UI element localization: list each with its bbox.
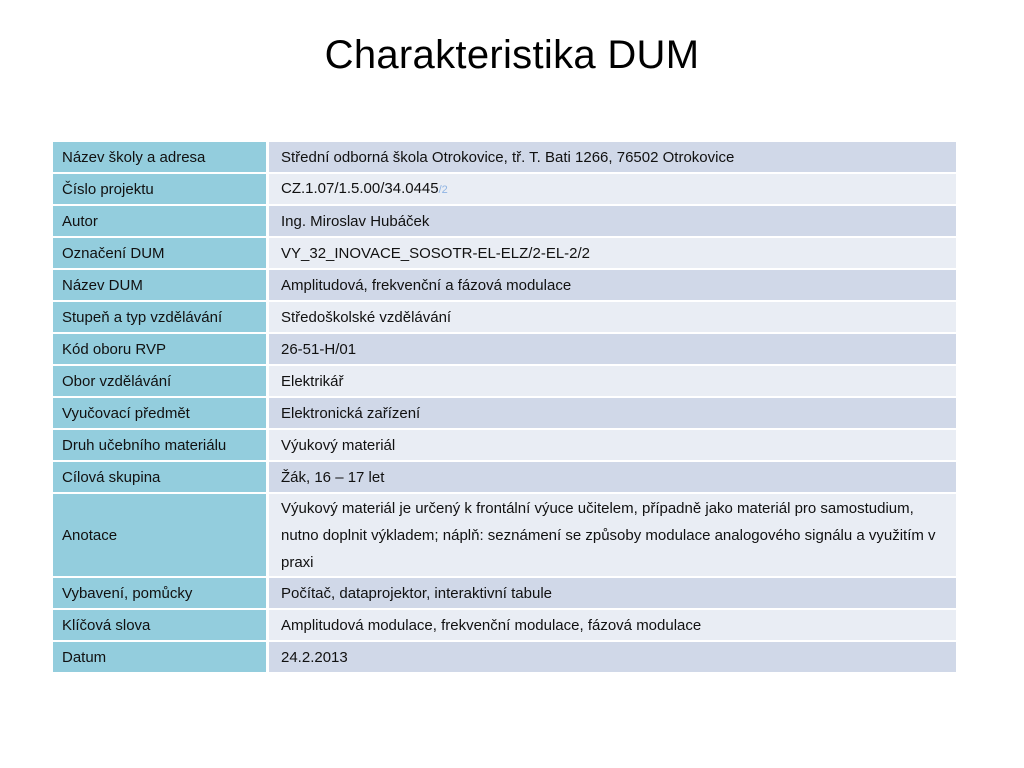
row-label-education-level: Stupeň a typ vzdělávání <box>53 302 269 334</box>
row-label-subject: Vyučovací předmět <box>53 398 269 430</box>
row-value-field: Elektrikář <box>269 366 956 398</box>
row-value-education-level: Středoškolské vzdělávání <box>269 302 956 334</box>
table-row <box>53 238 956 270</box>
table-row <box>53 270 956 302</box>
slide-title: Charakteristika DUM <box>324 33 700 77</box>
row-value-target-group: Žák, 16 – 17 let <box>269 462 956 494</box>
row-value-keywords: Amplitudová modulace, frekvenční modulace, fázová modulace <box>269 610 956 642</box>
table-row <box>53 494 956 578</box>
table-row <box>53 398 956 430</box>
row-value-subject: Elektronická zařízení <box>269 398 956 430</box>
table-row <box>53 430 956 462</box>
row-value-dum-name: Amplitudová, frekvenční a fázová modulace <box>269 270 956 302</box>
row-label-material-type: Druh učebního materiálu <box>53 430 269 462</box>
row-label-school: Název školy a adresa <box>53 142 269 174</box>
table-row <box>53 142 956 174</box>
row-value-date: 24.2.2013 <box>269 642 956 674</box>
row-value-project-number <box>269 174 956 206</box>
row-label-keywords: Klíčová slova <box>53 610 269 642</box>
row-value-annotation: Výukový materiál je určený k frontální výuce učitelem, případně jako materiál pro samostudium, nutno doplnit výkladem; náplň: seznámení se způsoby modulace analogového signálu a využitím v praxi <box>269 494 956 578</box>
row-value-rvp-code: 26-51-H/01 <box>269 334 956 366</box>
table-row <box>53 366 956 398</box>
row-value-equipment: Počítač, dataprojektor, interaktivní tabule <box>269 578 956 610</box>
row-value-dum-code: VY_32_INOVACE_SOSOTR-EL-ELZ/2-EL-2/2 <box>269 238 956 270</box>
row-label-annotation: Anotace <box>53 494 269 578</box>
row-value-author: Ing. Miroslav Hubáček <box>269 206 956 238</box>
table-row <box>53 610 956 642</box>
table-row <box>53 334 956 366</box>
row-label-equipment: Vybavení, pomůcky <box>53 578 269 610</box>
table-row <box>53 462 956 494</box>
row-label-field: Obor vzdělávání <box>53 366 269 398</box>
row-label-target-group: Cílová skupina <box>53 462 269 494</box>
table-row <box>53 302 956 334</box>
row-value-school: Střední odborná škola Otrokovice, tř. T. Bati 1266, 76502 Otrokovice <box>269 142 956 174</box>
table-row <box>53 174 956 206</box>
row-label-dum-name: Název DUM <box>53 270 269 302</box>
project-number-suffix: /2 <box>438 183 448 196</box>
dum-info-table <box>53 142 956 674</box>
row-label-author: Autor <box>53 206 269 238</box>
row-label-date: Datum <box>53 642 269 674</box>
row-label-project-number: Číslo projektu <box>53 174 269 206</box>
table-row <box>53 642 956 674</box>
table-row <box>53 578 956 610</box>
project-number-text: CZ.1.07/1.5.00/34.0445 <box>281 179 439 197</box>
table-row <box>53 206 956 238</box>
row-label-rvp-code: Kód oboru RVP <box>53 334 269 366</box>
row-value-material-type: Výukový materiál <box>269 430 956 462</box>
row-label-dum-code: Označení DUM <box>53 238 269 270</box>
